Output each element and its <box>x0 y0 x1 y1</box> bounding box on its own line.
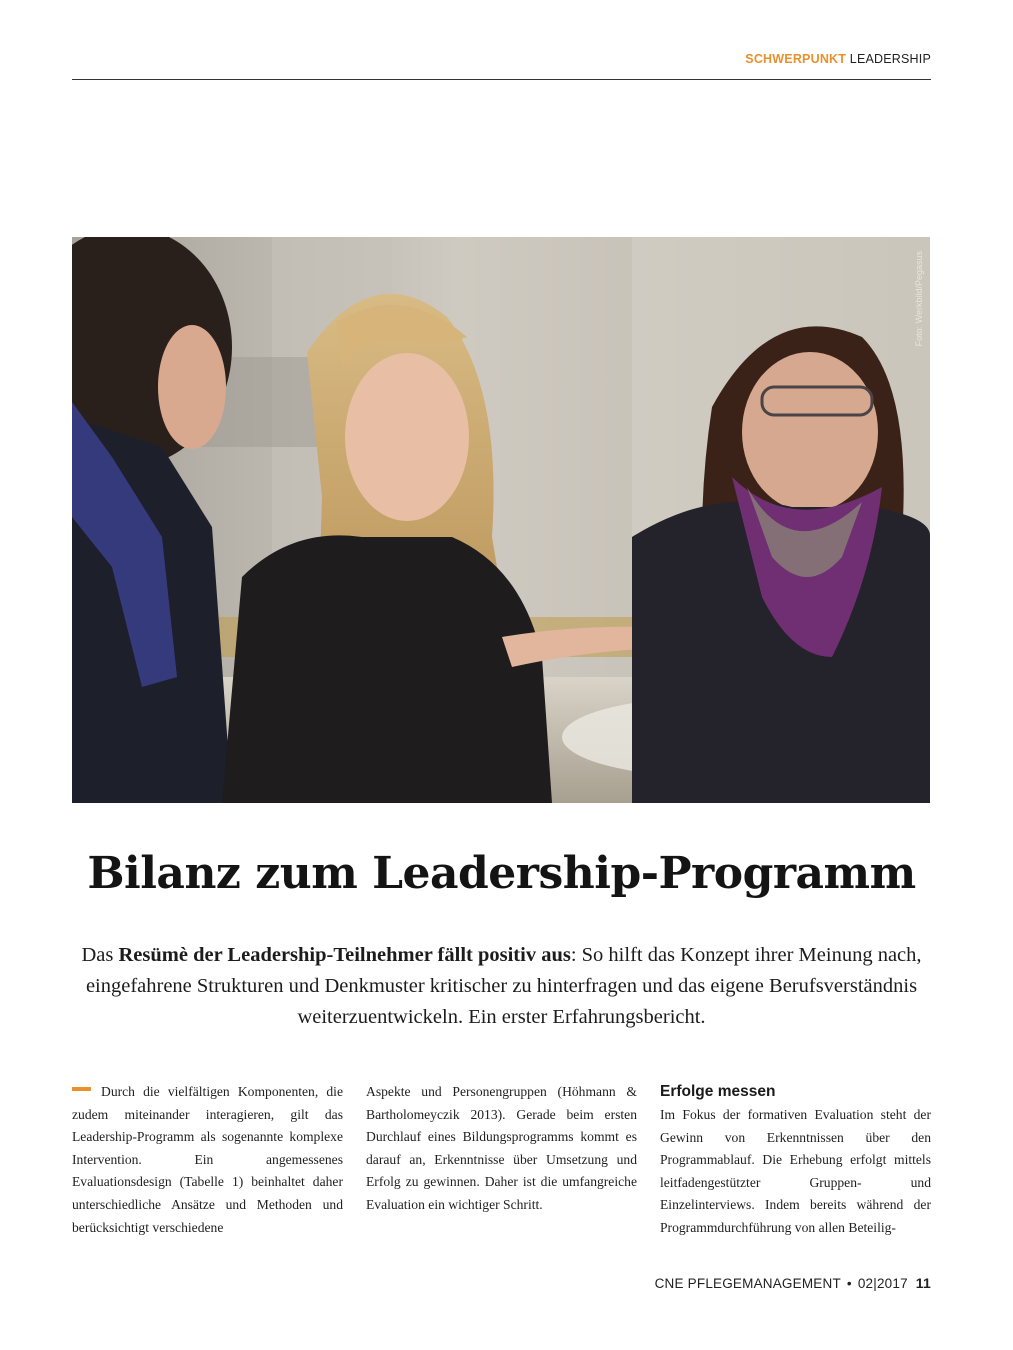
page-footer <box>655 1275 931 1291</box>
page-number: 11 <box>915 1275 931 1291</box>
footer-separator: • <box>846 1276 852 1291</box>
lead-emphasis: Resümè der Leadership-Teilnehmer fällt positiv aus <box>118 944 571 966</box>
magazine-name: CNE PFLEGEMANAGEMENT <box>654 1276 841 1291</box>
topic-label: LEADERSHIP <box>849 52 931 66</box>
section-label: SCHWERPUNKT <box>745 52 847 66</box>
lead-prefix: Das <box>81 944 119 966</box>
column-2-text: Aspekte und Personengruppen (Höhmann & Bartholomeyczik 2013). Gerade beim ersten Durchlauf eines Bildungsprogramms kommt es darauf an, Erkenntnisse über Umsetzung und Erfolg zu gewinnen. Daher ist die umfangreiche Evaluation ein wichtiger Schritt. <box>366 1084 637 1212</box>
running-header <box>72 52 931 80</box>
article-photo <box>72 237 930 803</box>
photo-illustration <box>72 237 930 803</box>
body-column-3 <box>660 1081 931 1240</box>
lead-text: : So hilft das Konzept ihrer Meinung nach, eingefahrene Strukturen und Denkmuster kritischer zu hinterfragen und das eigene Berufsverständnis weiterzuentwickeln. Ein erster Erfahrungsbericht. <box>85 944 922 1028</box>
article-lead <box>72 940 931 1033</box>
body-column-2 <box>366 1081 637 1217</box>
section-subheading: Erfolge messen <box>660 1083 776 1100</box>
photo-credit: Foto: Werkbild/Pegasus <box>914 251 924 347</box>
issue-number: 02|2017 <box>857 1276 908 1291</box>
column-1-text: Durch die vielfältigen Komponenten, die zudem miteinander interagieren, gilt das Leadership-Programm als sogenannte komplexe Intervention. Ein angemessenes Evaluationsdesign (Tabelle 1) beinhaltet daher unterschiedliche Ansätze und Methoden und berücksichtigt verschiedene <box>72 1084 343 1235</box>
body-column-1 <box>72 1081 343 1239</box>
column-3-text: Im Fokus der formativen Evaluation steht der Gewinn von Erkenntnissen über den Programmablauf. Die Erhebung erfolgt mittels leitfadengestützter Gruppen- und Einzelinterviews. Indem bereits während der Programmdurchführung von allen Beteilig- <box>660 1107 931 1235</box>
start-marker <box>72 1087 91 1091</box>
article-title: Bilanz zum Leadership-Programm <box>87 848 916 899</box>
